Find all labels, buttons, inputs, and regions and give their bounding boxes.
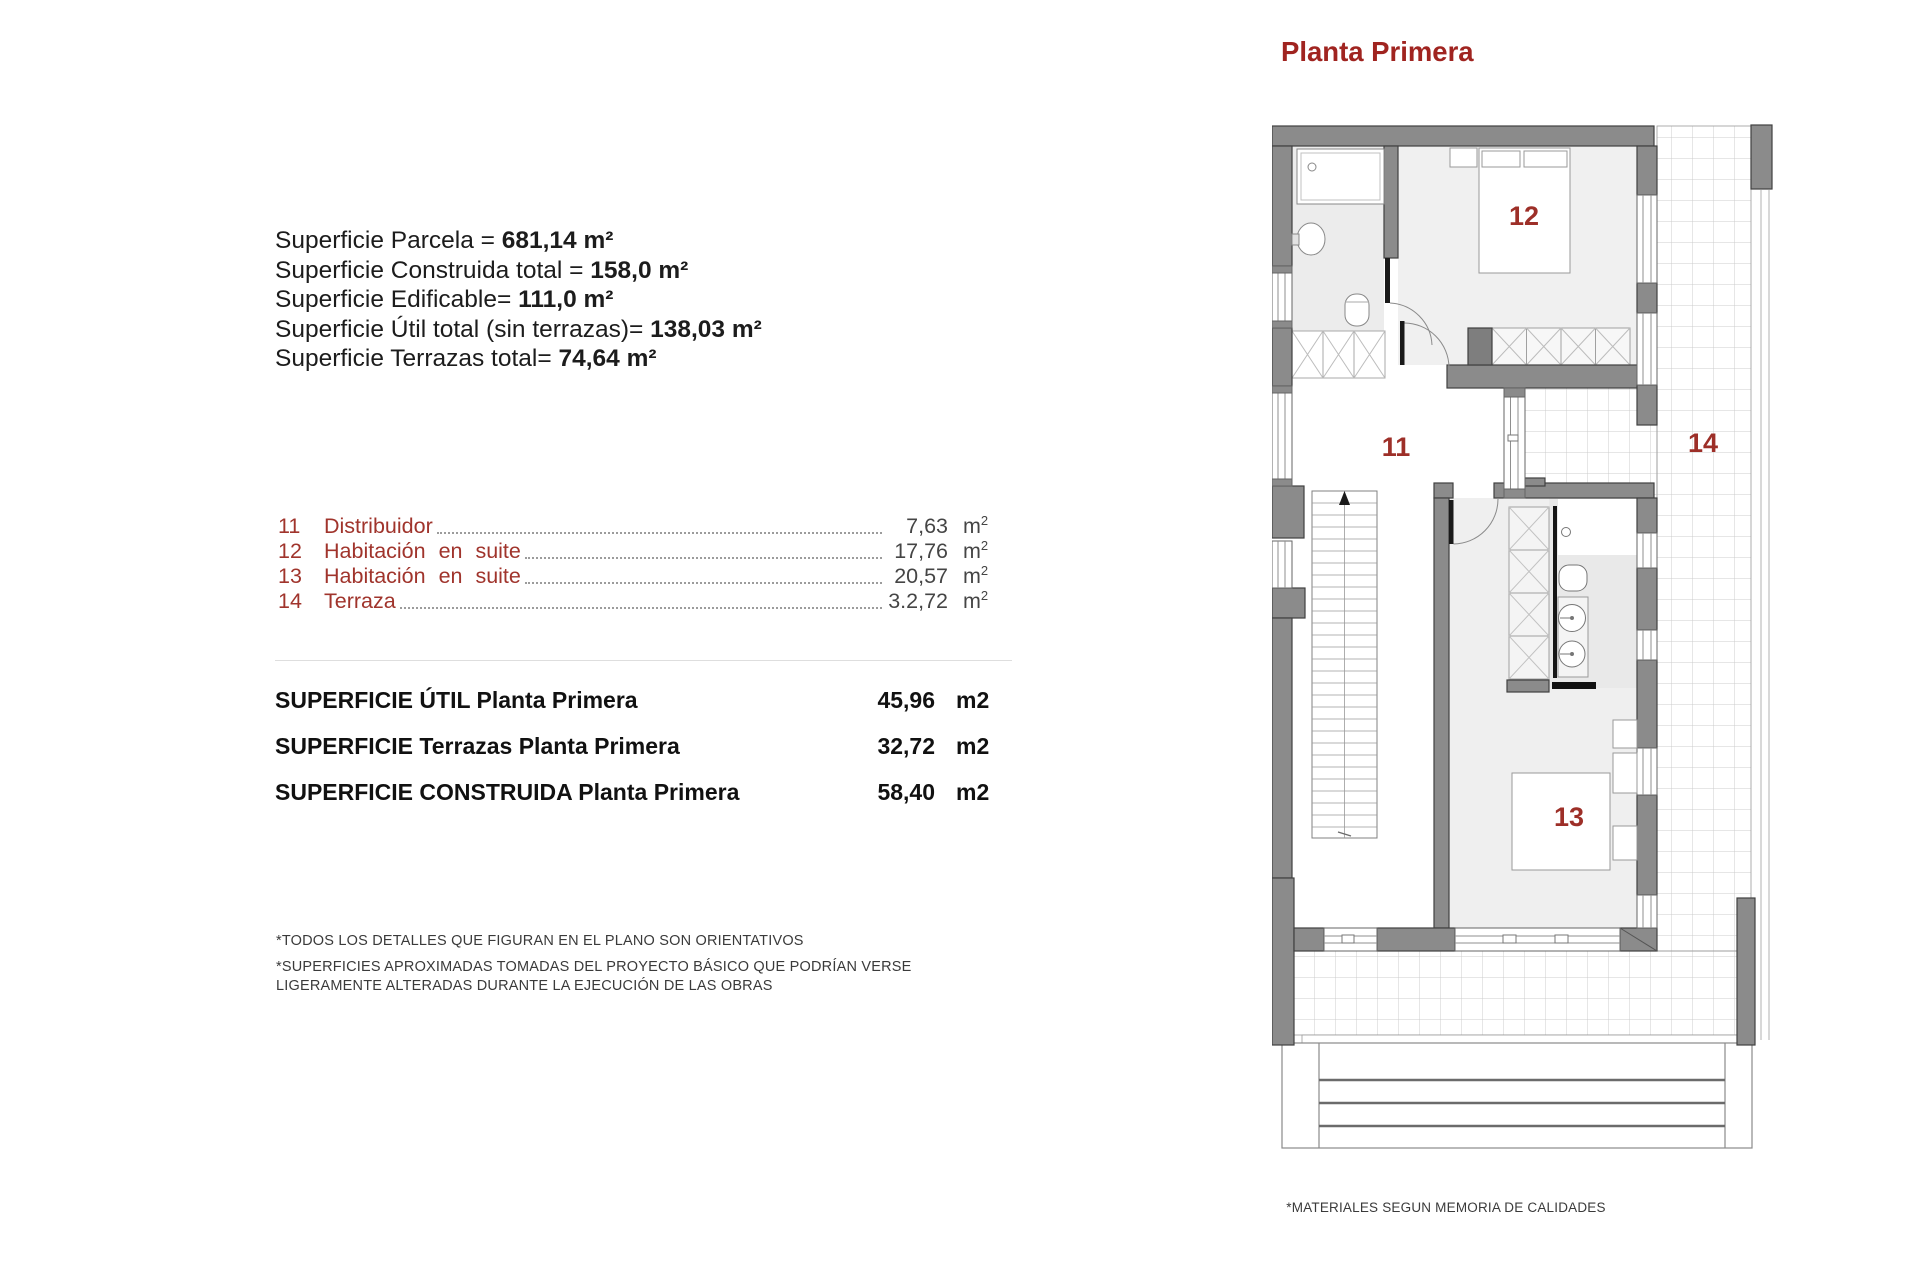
room-list-row (278, 564, 1011, 589)
room-name: Terraza (324, 589, 396, 613)
total-value: 45,96 (877, 687, 935, 713)
floor-plan (1272, 95, 1777, 1165)
room12-door-leaf (1400, 321, 1405, 365)
room-area-value: 20,57 (894, 564, 948, 588)
room-name: Habitación en suite (324, 564, 521, 588)
room-label-13: 13 (1553, 802, 1585, 832)
disclaimer-line: *SUPERFICIES APROXIMADAS TOMADAS DEL PROYECTO BÁSICO QUE PODRÍAN VERSE LIGERAMENTE ALTERADAS DURANTE LA EJECUCIÓN DE LAS OBRAS (276, 958, 912, 994)
room13-door-leaf (1449, 500, 1454, 544)
room-label-14: 14 (1687, 428, 1719, 458)
room-list-row (278, 589, 1011, 614)
disclaimer-block (276, 932, 956, 997)
room-area-value: 7,63 (906, 514, 948, 538)
total-value: 32,72 (877, 733, 935, 759)
dotted-leader (400, 607, 882, 609)
room-number: 13 (278, 564, 302, 588)
room-number: 12 (278, 539, 302, 563)
room-area-unit: $m^2$ (963, 512, 989, 538)
staircase (1312, 491, 1377, 838)
total-label: SUPERFICIE CONSTRUIDA Planta Primera (275, 779, 740, 805)
room-area-value: 17,76 (894, 539, 948, 563)
total-label: SUPERFICIE ÚTIL Planta Primera (275, 687, 638, 713)
summary-line: Superficie Parcela = 681,14 m² (275, 227, 614, 254)
wardrobe-room13 (1509, 507, 1549, 679)
total-value: 58,40 (877, 779, 935, 805)
total-unit: m2 (956, 687, 990, 713)
room-name: Habitación en suite (324, 539, 521, 563)
wardrobe-room12 (1492, 328, 1630, 365)
surface-summary-block (275, 226, 762, 374)
total-row (275, 779, 1012, 806)
room-area-unit: $m^2$ (963, 587, 989, 613)
room-name: Distribuidor (324, 514, 433, 538)
total-row (275, 687, 1012, 714)
total-unit: m2 (956, 779, 990, 805)
total-unit: m2 (956, 733, 990, 759)
disclaimer-line: *TODOS LOS DETALLES QUE FIGURAN EN EL PLANO SON ORIENTATIVOS (276, 933, 804, 949)
room-list-row (278, 539, 1011, 564)
bottom-deck (1282, 1043, 1752, 1148)
summary-line: Superficie Terrazas total= 74,64 m² (275, 345, 657, 373)
room-area-value: 3.2,72 (888, 589, 948, 613)
room-area-unit: $m^2$ (963, 562, 989, 588)
summary-line: Superficie Edificable= 111,0 m² (275, 286, 614, 314)
summary-line: Superficie Útil total (sin terrazas)= 138,03 m² (275, 315, 762, 343)
plan-footnote: *MATERIALES SEGUN MEMORIA DE CALIDADES (1286, 1200, 1606, 1215)
ensuite-sliding-door (1552, 682, 1596, 689)
total-row (275, 733, 1012, 760)
room-number: 11 (278, 514, 301, 538)
room-area-unit: $m^2$ (963, 537, 989, 563)
closet-hatch (1292, 331, 1385, 378)
divider-line (275, 660, 1012, 661)
room-list-row (278, 514, 1011, 539)
floor-totals-block (275, 687, 1012, 825)
dotted-leader (525, 557, 882, 559)
dotted-leader (525, 582, 882, 584)
room-label-12: 12 (1508, 201, 1540, 231)
summary-line: Superficie Construida total = 158,0 m² (275, 256, 689, 284)
room-number: 14 (278, 589, 302, 613)
floor-plan-drawing (1272, 95, 1777, 1165)
total-label: SUPERFICIE Terrazas Planta Primera (275, 733, 680, 759)
bathroom-door-leaf (1385, 258, 1390, 303)
room-label-11: 11 (1381, 432, 1411, 462)
plan-title: Planta Primera (1281, 36, 1474, 67)
dotted-leader (437, 532, 882, 534)
room-area-list (278, 514, 1011, 614)
